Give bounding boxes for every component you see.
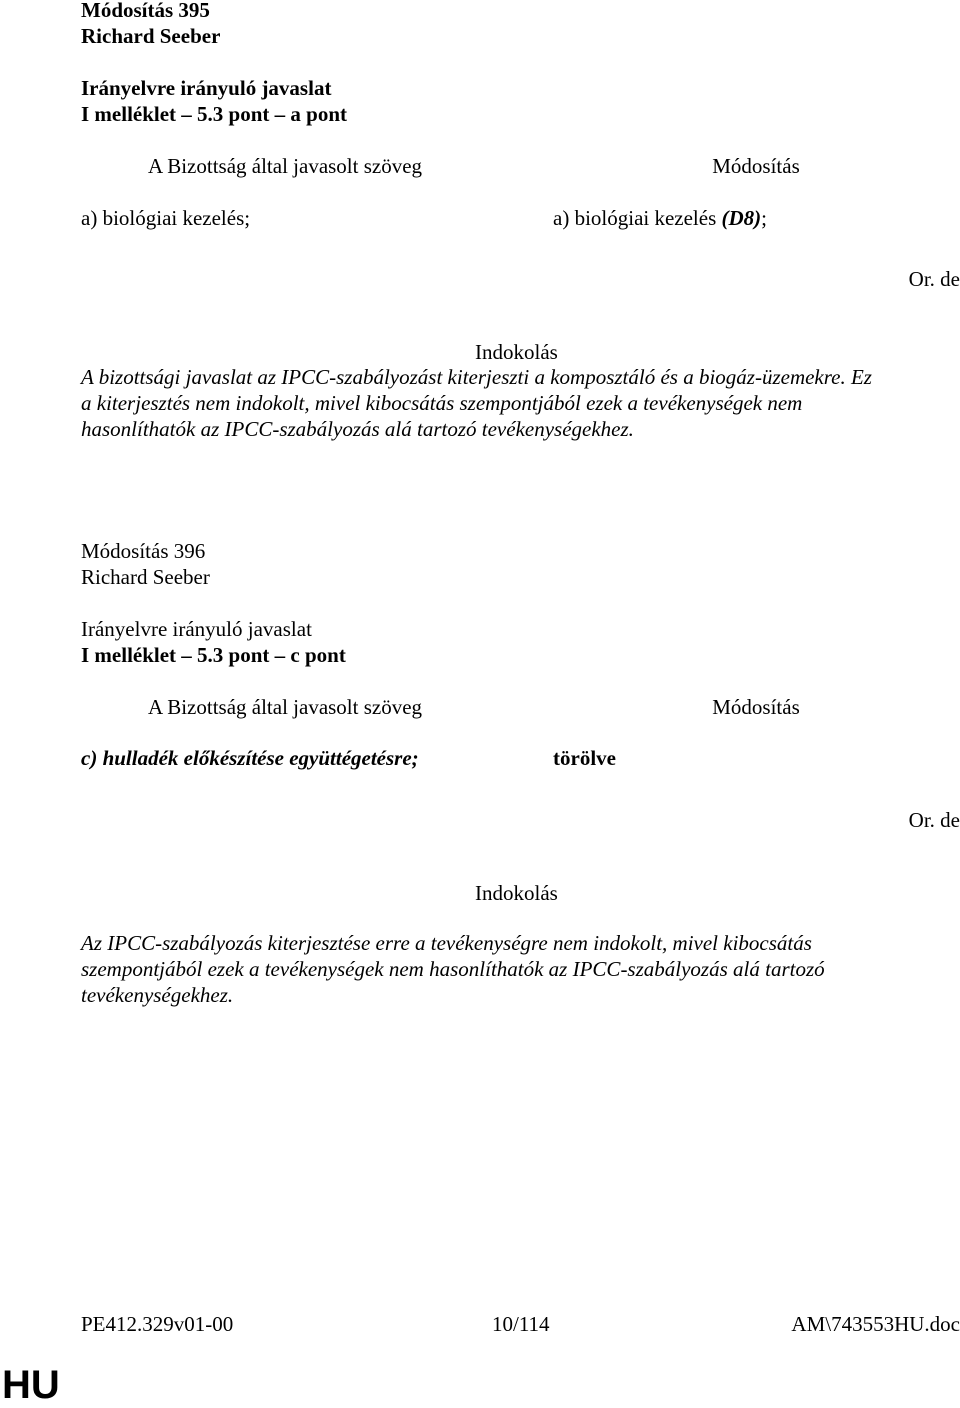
column-header-commission-text: A Bizottság által javasolt szöveg [147, 695, 423, 719]
column-header-amendment: Módosítás [712, 695, 800, 719]
amendment-text-cell [553, 205, 767, 231]
justification-title: Indokolás [475, 881, 558, 905]
original-language: Or. de [908, 808, 960, 832]
amendment-text-suffix: ; [761, 206, 768, 230]
column-header-amendment: Módosítás [712, 154, 800, 178]
document-code: PE412.329v01-00 [81, 1312, 234, 1336]
document-type: Irányelvre irányuló javaslat [81, 617, 312, 641]
file-reference: AM\743553HU.doc [791, 1312, 960, 1336]
amendment-text: a) biológiai kezelés [553, 206, 722, 230]
justification-line: szempontjából ezek a tevékenységek nem hasonlíthatók az IPCC-szabályozás alá tartozó [81, 957, 825, 981]
justification-title: Indokolás [475, 340, 558, 364]
justification-line: hasonlíthatók az IPCC-szabályozás alá tartozó tevékenységekhez. [81, 417, 634, 441]
amendment-author: Richard Seeber [81, 24, 221, 48]
commission-text-cell: c) hulladék előkészítése együttégetésre; [81, 746, 419, 770]
document-type: Irányelvre irányuló javaslat [81, 76, 332, 100]
amendment-text-emphasis: (D8) [721, 206, 762, 230]
justification-line: tevékenységekhez. [81, 983, 234, 1007]
justification-line: Az IPCC-szabályozás kiterjesztése erre a tevékenységre nem indokolt, mivel kibocsátás [81, 931, 812, 955]
commission-text-cell: a) biológiai kezelés; [81, 206, 251, 230]
amendment-author: Richard Seeber [81, 565, 210, 589]
justification-line: A bizottsági javaslat az IPCC-szabályozást kiterjeszti a komposztáló és a biogáz-üzemekre. Ez [81, 365, 872, 389]
justification-line: a kiterjesztés nem indokolt, mivel kibocsátás szempontjából ezek a tevékenységek nem [81, 391, 803, 415]
amendment-number: Módosítás 395 [81, 0, 210, 22]
amendment-text-cell: törölve [553, 746, 616, 770]
column-header-commission-text: A Bizottság által javasolt szöveg [147, 154, 423, 178]
amendment-reference: I melléklet – 5.3 pont – c pont [81, 643, 346, 667]
language-code: HU [2, 1363, 60, 1407]
page-number: 10/114 [492, 1312, 550, 1336]
amendment-number: Módosítás 396 [81, 539, 206, 563]
original-language: Or. de [908, 267, 960, 291]
amendment-reference: I melléklet – 5.3 pont – a pont [81, 102, 348, 126]
